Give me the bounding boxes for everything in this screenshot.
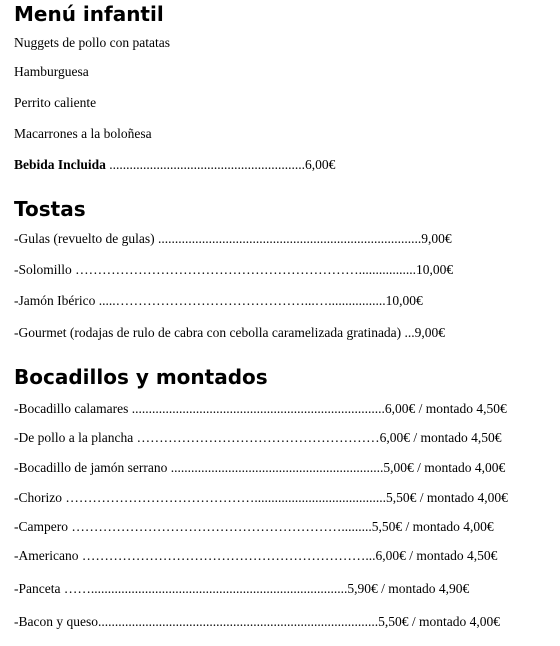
menu-item: -Campero …………………………………………………….........5,50€ / montado 4,00€	[14, 519, 494, 534]
menu-item: -Bocadillo de jamón serrano ...............................................................5,00€ / montado 4,00€	[14, 460, 506, 475]
menu-item: Nuggets de pollo con patatas	[14, 35, 170, 50]
menu-item: -Chorizo …………………………………….......................................5,50€ / montado 4,00€	[14, 490, 508, 505]
menu-item: -Bocadillo calamares ...........................................................................6,00€ / montado 4,50€	[14, 401, 507, 416]
menu-item: -Jamón Ibérico .....……………………………………...….................10,00€	[14, 293, 423, 308]
section-title-bocadillos: Bocadillos y montados	[14, 365, 268, 389]
menu-item: -Gourmet (rodajas de rulo de cabra con cebolla caramelizada gratinada) ...9,00€	[14, 325, 446, 340]
menu-item: -Panceta ……............................................................................5,90€ / montado 4,90€	[14, 581, 470, 596]
menu-item: -Gulas (revuelto de gulas) ..............................................................................9,00€	[14, 231, 452, 246]
drink-line	[14, 157, 335, 173]
drink-price: ..........................................................6,00€	[105, 157, 336, 172]
menu-item: -De pollo a la plancha ………………………………………………6,00€ / montado 4,50€	[14, 430, 502, 445]
menu-item: Macarrones a la boloñesa	[14, 126, 152, 141]
menu-item: Hamburguesa	[14, 64, 89, 79]
menu-item: -Solomillo ……………………………………………………….................10,00€	[14, 262, 454, 277]
drink-label: Bebida Incluida	[14, 157, 106, 172]
menu-item: -Americano ………………………………………………………...6,00€ / montado 4,50€	[14, 548, 498, 563]
section-title-menu-infantil: Menú infantil	[14, 2, 164, 26]
section-title-tostas: Tostas	[14, 197, 86, 221]
menu-item: -Bacon y queso...................................................................................5,50€ / montado 4,00€	[14, 614, 500, 629]
menu-item: Perrito caliente	[14, 95, 97, 110]
